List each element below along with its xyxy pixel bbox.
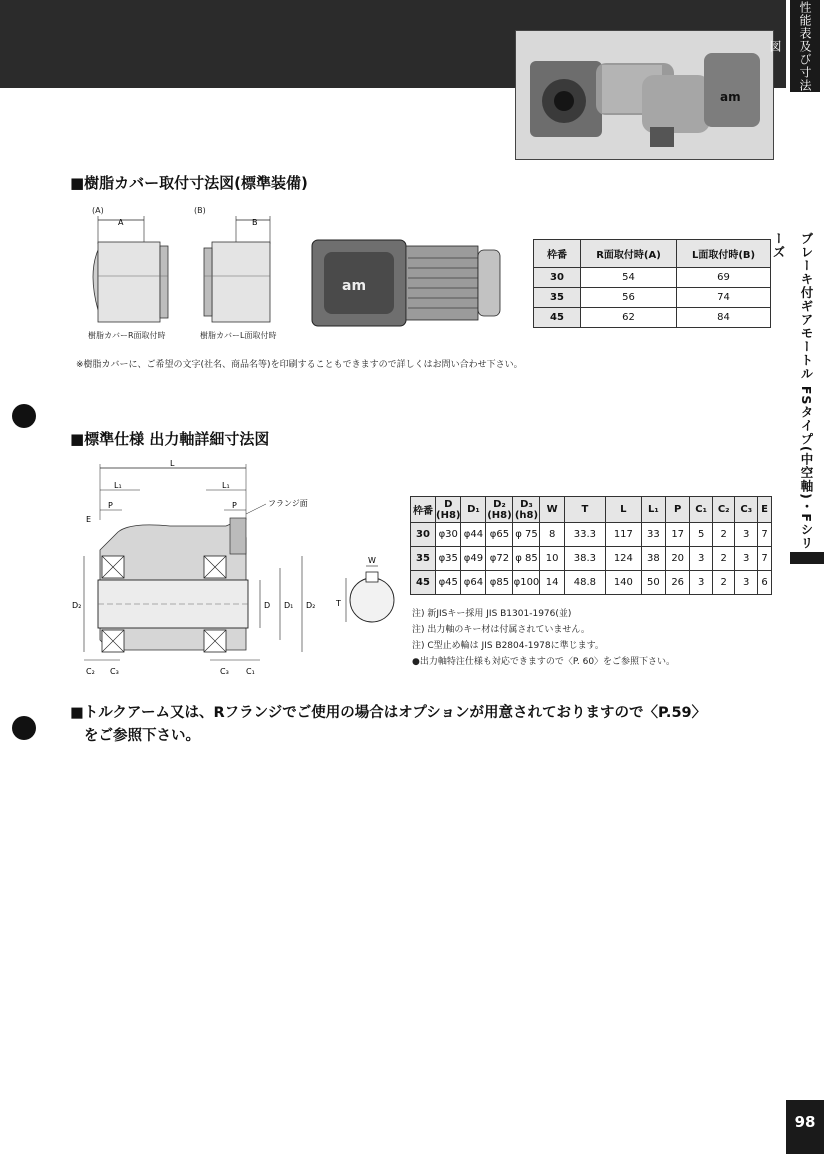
caption-resin-l: 樹脂カバーL面取付時 (200, 331, 277, 340)
table-cell: 62 (581, 308, 677, 328)
table-cell: 38 (641, 547, 665, 571)
table-cell: 48.8 (564, 571, 605, 595)
dim-D2: D₂ (306, 601, 316, 610)
resin-cover-table (533, 239, 771, 328)
table-cell: 33.3 (564, 523, 605, 547)
table-cell: φ49 (461, 547, 486, 571)
table-header: C₂ (712, 497, 735, 523)
table-cell: 2 (712, 523, 735, 547)
dim-C3-right: C₃ (220, 667, 229, 676)
table-cell: 5 (690, 523, 713, 547)
output-shaft-drawing (70, 460, 400, 682)
table-cell: 45 (411, 571, 436, 595)
table-cell: 50 (641, 571, 665, 595)
table-header: L (606, 497, 642, 523)
table-cell: 35 (534, 288, 581, 308)
table-header: L面取付時(B) (677, 240, 771, 268)
table-cell: 3 (735, 523, 758, 547)
table-cell: φ30 (436, 523, 461, 547)
table-cell: 35 (411, 547, 436, 571)
table-header: C₁ (690, 497, 713, 523)
table-header: P (666, 497, 690, 523)
dim-P-right: P (232, 501, 237, 510)
table-cell: φ85 (486, 571, 513, 595)
side-column (771, 0, 824, 1154)
table-header: T (564, 497, 605, 523)
table-cell: 7 (758, 547, 772, 571)
table-row (534, 308, 771, 328)
shaft-note-4: ●出力軸特注仕様も対応できますので〈P. 60〉をご参照下さい。 (412, 657, 676, 667)
gearmotor-photo-illustration (516, 31, 773, 159)
table-cell: 30 (534, 268, 581, 288)
table-cell: 38.3 (564, 547, 605, 571)
caption-resin-r: 樹脂カバーR面取付時 (88, 331, 166, 340)
dim-C3-left: C₃ (110, 667, 119, 676)
dim-C1: C₁ (246, 667, 255, 676)
table-header: L₁ (641, 497, 665, 523)
side-top-label: 性能表及び寸法図 (790, 0, 820, 92)
shaft-note-1: 注) 新JISキー採用 JIS B1301-1976(並) (412, 609, 572, 619)
table-row (411, 523, 772, 547)
table-cell: 54 (581, 268, 677, 288)
table-row (534, 288, 771, 308)
table-header: D₃ (h8) (514, 498, 539, 521)
table-cell: 2 (712, 571, 735, 595)
section-heading-shaft: ■標準仕様 出力軸詳細寸法図 (70, 430, 270, 448)
table-cell: φ72 (486, 547, 513, 571)
table-cell: 84 (677, 308, 771, 328)
table-cell: 69 (677, 268, 771, 288)
table-cell: 45 (534, 308, 581, 328)
table-cell: 140 (606, 571, 642, 595)
torque-arm-note-line2: をご参照下さい。 (84, 728, 200, 744)
resin-cover-note: ※樹脂カバーに、ご希望の文字(社名、商品名等)を印刷することもできますので詳しくはお問い合わせ下さい。 (76, 360, 523, 370)
dim-b: B (252, 218, 258, 227)
table-cell: 8 (540, 523, 564, 547)
table-cell: 117 (606, 523, 642, 547)
table-cell: 3 (735, 571, 758, 595)
dim-L1-left: L₁ (114, 481, 122, 490)
dim-C2: C₂ (86, 667, 95, 676)
bullet-dot (12, 404, 36, 428)
table-cell: φ100 (513, 571, 540, 595)
table-cell: 17 (666, 523, 690, 547)
torque-arm-note-line1: ■トルクアーム又は、Rフランジでご使用の場合はオプションが用意されておりますので〈P.59〉 (70, 705, 707, 721)
table-cell: 3 (690, 547, 713, 571)
table-header: E (758, 497, 772, 523)
dim-L: L (170, 460, 175, 468)
table-row (534, 268, 771, 288)
dim-T: T (336, 599, 341, 608)
label-b: (B) (194, 206, 206, 215)
table-header: W (540, 497, 564, 523)
table-header: D₂ (H8) (487, 498, 512, 521)
dim-P-left: P (108, 501, 113, 510)
table-cell: 3 (690, 571, 713, 595)
table-header: 枠番 (534, 240, 581, 268)
bullet-dot (12, 716, 36, 740)
dim-D: D (264, 601, 271, 610)
resin-cover-l-drawing (190, 214, 296, 334)
shaft-dimension-table (410, 496, 772, 595)
table-cell: 3 (735, 547, 758, 571)
table-cell: φ65 (486, 523, 513, 547)
flange-label: フランジ面 (268, 499, 308, 508)
dim-L1-right: L₁ (222, 481, 230, 490)
table-header: R面取付時(A) (581, 240, 677, 268)
table-cell: 20 (666, 547, 690, 571)
dim-D2-left: D₂ (72, 601, 82, 610)
table-header: 枠番 (411, 497, 436, 523)
dim-a: A (118, 218, 124, 227)
table-cell: φ44 (461, 523, 486, 547)
product-photo (515, 30, 774, 160)
side-marker (790, 552, 824, 564)
table-header: D (H8) (436, 498, 461, 521)
table-cell: 2 (712, 547, 735, 571)
table-cell: 56 (581, 288, 677, 308)
table-cell: 6 (758, 571, 772, 595)
page-number: 98 (786, 1100, 824, 1154)
side-title: ブレーキ付ギアモートル FSタイプ(中空軸)・Fシリーズ (771, 232, 814, 550)
table-cell: 33 (641, 523, 665, 547)
shaft-note-2: 注) 出力軸のキー材は付属されていません。 (412, 625, 590, 635)
table-cell: 26 (666, 571, 690, 595)
dim-E: E (86, 515, 92, 524)
table-cell: 7 (758, 523, 772, 547)
table-cell: 74 (677, 288, 771, 308)
table-cell: φ 75 (513, 523, 540, 547)
shaft-note-3: 注) C型止め輪は JIS B2804-1978に準じます。 (412, 641, 604, 651)
table-cell: 14 (540, 571, 564, 595)
table-cell: φ 85 (513, 547, 540, 571)
table-cell: φ35 (436, 547, 461, 571)
resin-cover-r-drawing (86, 214, 192, 334)
table-cell: φ45 (436, 571, 461, 595)
label-a: (A) (92, 206, 104, 215)
dim-W: W (368, 556, 376, 565)
table-row (411, 547, 772, 571)
table-row (411, 571, 772, 595)
table-cell: φ64 (461, 571, 486, 595)
table-header: D₁ (461, 497, 486, 523)
table-header: C₃ (735, 497, 758, 523)
motor-side-drawing (308, 236, 508, 330)
motor-logo: am (342, 278, 367, 294)
section-heading-resin-cover: ■樹脂カバー取付寸法図(標準装備) (70, 174, 308, 192)
table-cell: 30 (411, 523, 436, 547)
table-cell: 124 (606, 547, 642, 571)
photo-logo: am (720, 90, 741, 104)
dim-D1: D₁ (284, 601, 294, 610)
table-cell: 10 (540, 547, 564, 571)
